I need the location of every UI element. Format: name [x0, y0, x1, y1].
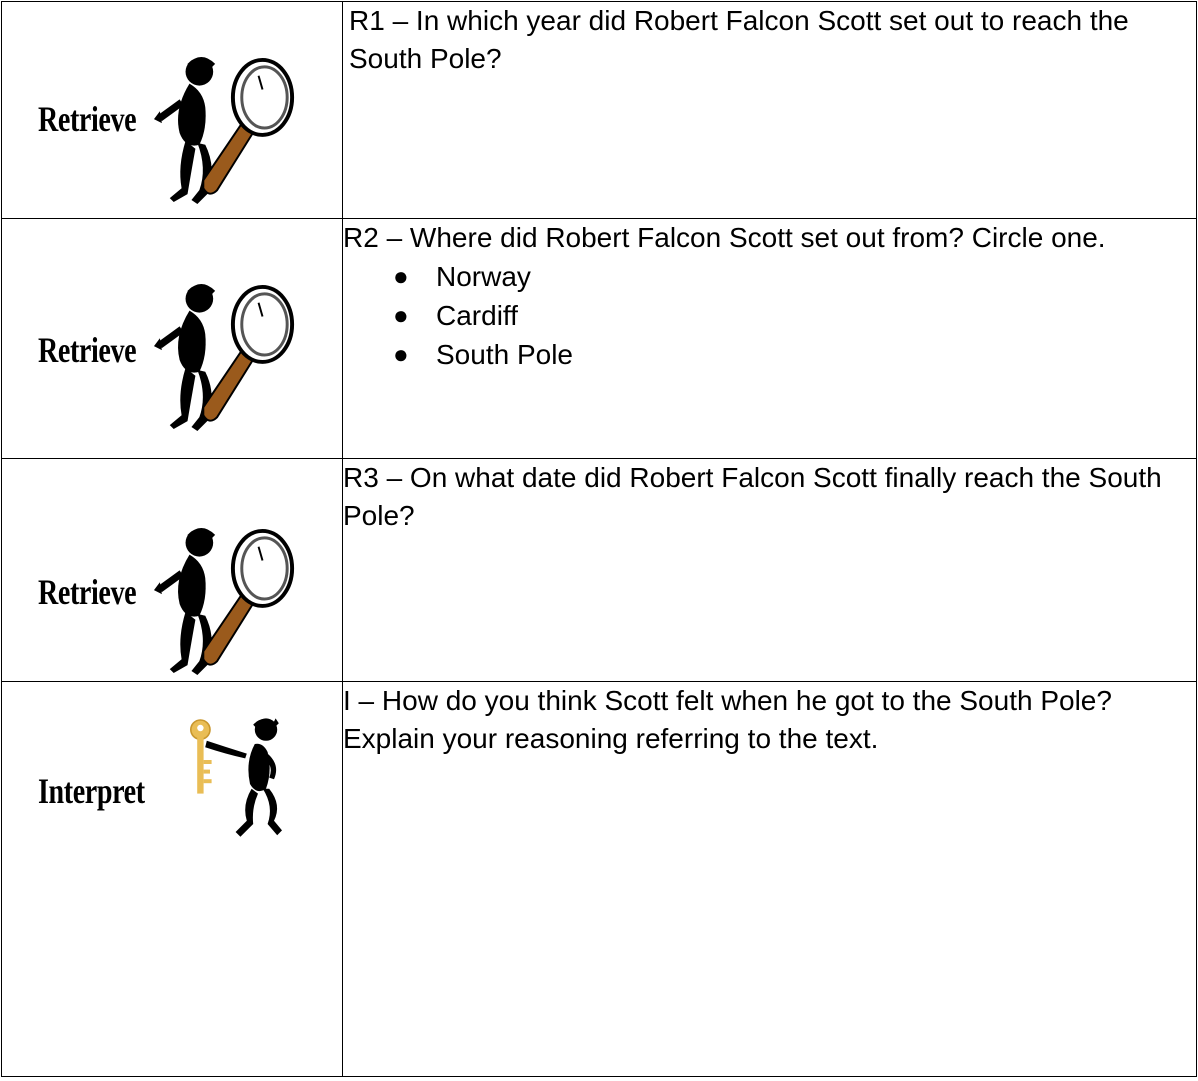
- skill-label: Retrieve: [38, 99, 137, 139]
- skill-label: Retrieve: [38, 330, 137, 370]
- answer-options: [343, 257, 1196, 374]
- option-label: South Pole: [436, 339, 573, 371]
- question-row: [2, 2, 1197, 219]
- question-row: [2, 682, 1197, 1077]
- question-text: R2 – Where did Robert Falcon Scott set out from? Circle one.: [343, 222, 1106, 253]
- question-text: I – How do you think Scott felt when he got to the South Pole? Explain your reasoning referring to the text.: [343, 685, 1112, 755]
- question-cell[interactable]: [343, 219, 1197, 459]
- question-row: [2, 219, 1197, 459]
- skill-label: Retrieve: [38, 572, 137, 612]
- magnifying-glass-figure-icon: [152, 521, 300, 679]
- question-text: R3 – On what date did Robert Falcon Scott finally reach the South Pole?: [343, 462, 1162, 532]
- comprehension-table: [1, 1, 1197, 1077]
- option-label: Norway: [436, 261, 531, 293]
- option-item[interactable]: ● Norway: [393, 261, 531, 293]
- question-text: R1 – In which year did Robert Falcon Scott set out to reach the South Pole?: [349, 5, 1129, 75]
- skill-icon-cell: [2, 2, 343, 219]
- magnifying-glass-figure-icon: [152, 277, 300, 435]
- question-row: [2, 459, 1197, 682]
- option-item[interactable]: ● Cardiff: [393, 300, 518, 332]
- magnifying-glass-figure-icon: [152, 50, 300, 208]
- question-cell[interactable]: [343, 682, 1197, 1077]
- question-cell[interactable]: [343, 459, 1197, 682]
- key-figure-icon: [178, 710, 298, 850]
- skill-icon-cell: [2, 219, 343, 459]
- skill-label: Interpret: [38, 771, 145, 811]
- skill-icon-cell: [2, 682, 343, 1077]
- skill-icon-cell: [2, 459, 343, 682]
- option-label: Cardiff: [436, 300, 518, 332]
- option-item[interactable]: ● South Pole: [393, 339, 573, 371]
- question-cell[interactable]: [343, 2, 1197, 219]
